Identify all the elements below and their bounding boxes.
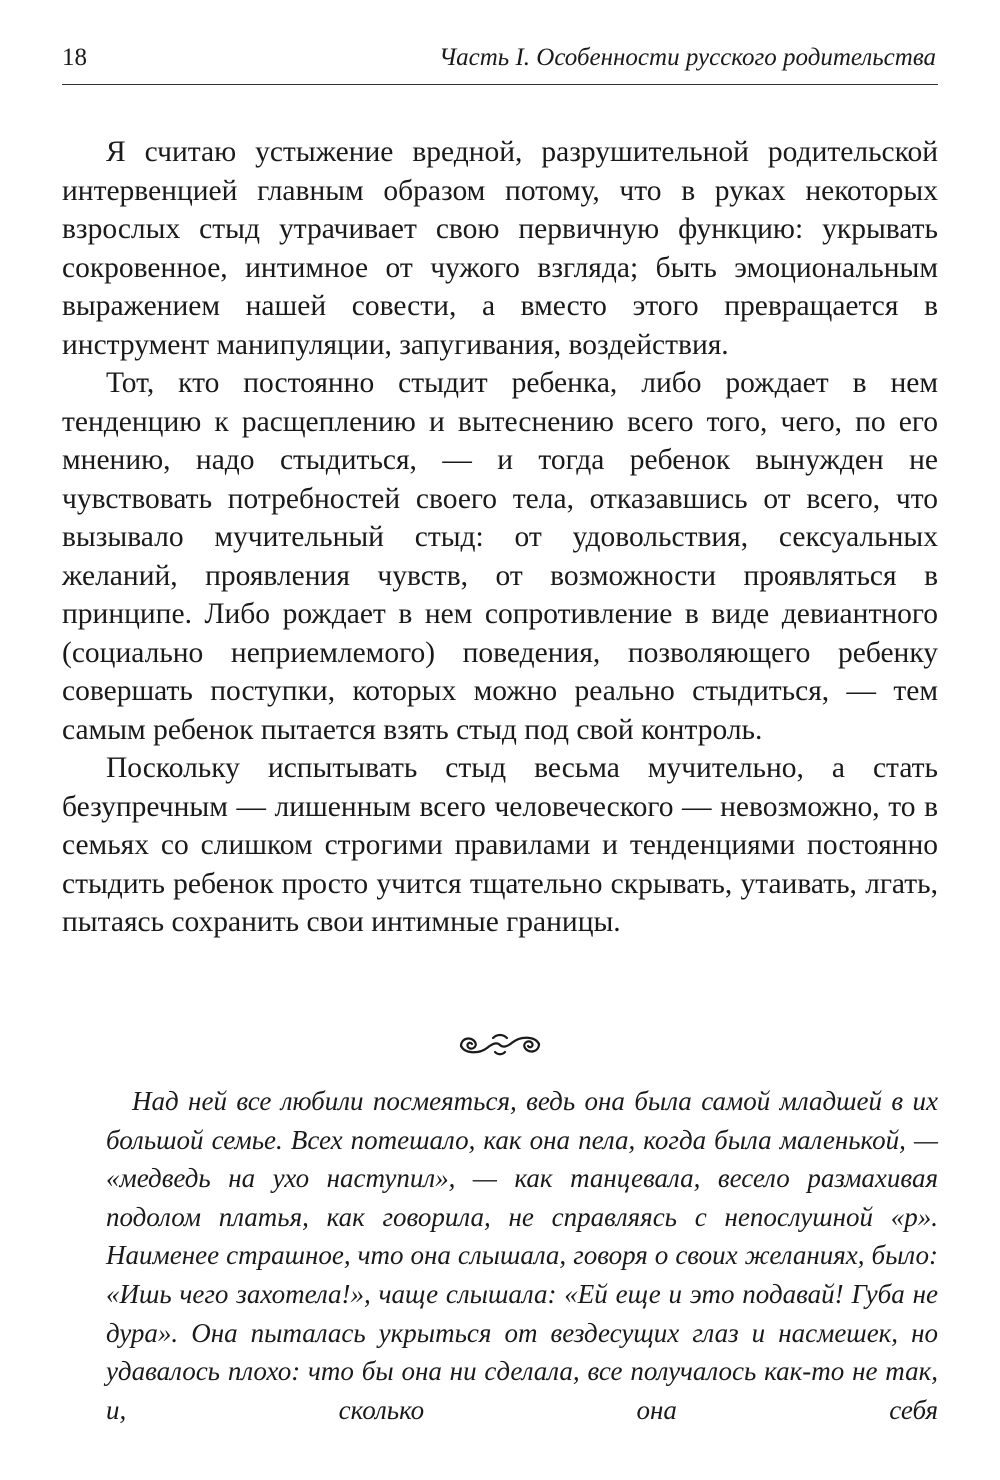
body-text — [62, 133, 938, 942]
story-excerpt — [106, 1082, 938, 1429]
paragraph: Тот, кто постоянно стыдит ребенка, либо рождает в нем тенденцию к расщеплению и вытеснению всего того, чего, по его мнению, надо стыдиться, — и тогда ребенок вынужден не чувствовать потребностей своего тела, отказавшись от всего, что вызывало мучительный стыд: от удовольствия, сексуальных желаний, проявления чувств, от возможности проявляться в принципе. Либо рождает в нем сопротивление в виде девиантного (социально неприемлемого) поведения, позволяющего ребенку совершать поступки, которых можно реально стыдиться, — тем самым ребенок пытается взять стыд под свой контроль. — [62, 367, 938, 746]
paragraph: Поскольку испытывать стыд весьма мучительно, а стать безупречным — лишенным всего человеческого — невозможно, то в семьях со слишком строгими правилами и тенденциями постоянно стыдить ребенок просто учится тщательно скрывать, утаивать, лгать, пытаясь сохранить свои интимные границы. — [62, 752, 938, 938]
paragraph: Я считаю устыжение вредной, разрушительной родительской интервенцией главным образом потому, что в руках некоторых взрослых стыд утрачивает свою первичную функцию: укрывать сокровенное, интимное от чужого взгляда; быть эмоциональным выражением нашей совести, а вместо этого превращается в инструмент манипуляции, запугивания, воздействия. — [62, 136, 938, 361]
page-number: 18 — [62, 44, 87, 71]
running-header — [62, 44, 938, 85]
running-title: Часть I. Особенности русского родительства — [438, 44, 936, 71]
floral-divider-icon — [455, 1028, 545, 1062]
story-paragraph: Над ней все любили посмеяться, ведь она была самой младшей в их большой семье. Всех потешало, как она пела, когда была маленькой, — «медведь на ухо наступил», — как танцевала, весело размахивая подолом платья, как говорила, не справляясь с непослушной «р». Наименее страшное, что она слышала, говоря о своих желаниях, было: «Ишь чего захотела!», чаще слышала: «Ей еще и это подавай! Губа не дура». Она пыталась укрыться от вездесущих глаз и насмешек, но удавалось плохо: что бы она ни сделала, все получалось как-то не так, и, сколько она себя — [106, 1086, 938, 1425]
